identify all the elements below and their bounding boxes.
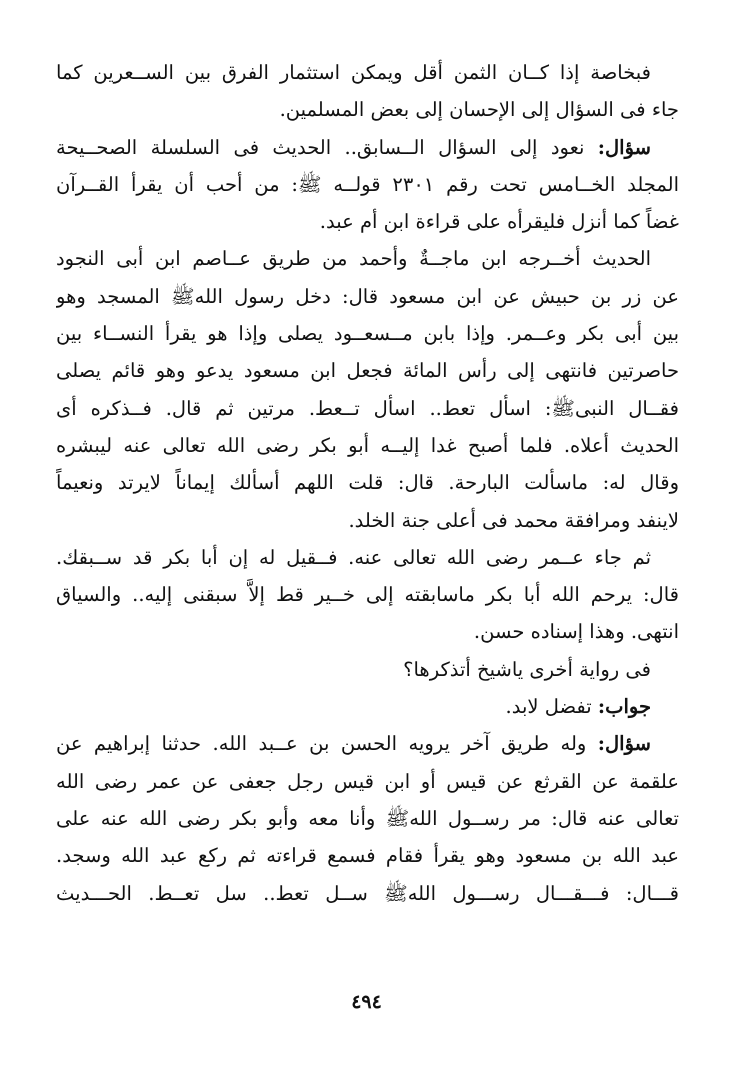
line-text: عن زر بن حبيش عن ابن مسعود قال: دخل رسول اللهﷺ المسجد وهو bbox=[56, 284, 679, 308]
line-text: لاينفد ومرافقة محمد فى أعلى جنة الخلد. bbox=[348, 508, 679, 532]
line-text: تفضل لابد. bbox=[505, 695, 598, 719]
line-text: بين أبى بكر وعــمر. وإذا بابن مــسعــود يصلى وإذا هو يقرأ النســاء بين bbox=[56, 322, 679, 346]
text-line bbox=[56, 502, 679, 539]
line-text: الحديث أعلاه. فلما أصبح غدا إليــه أبو بكر رضى الله تعالى عنه ليبشره bbox=[56, 433, 679, 457]
text-line bbox=[56, 688, 679, 725]
line-text: الحديث أخــرجه ابن ماجــةٌ وأحمد من طريق عــاصم ابن أبى النجود bbox=[56, 247, 651, 271]
text-line bbox=[56, 352, 679, 389]
page-number: ٤٩٤ bbox=[351, 991, 382, 1013]
text-line bbox=[56, 464, 679, 501]
line-text: غضاً كما أنزل فليقرأه على قراءة ابن أم عبد. bbox=[319, 210, 679, 234]
text-line bbox=[56, 576, 679, 613]
text-line bbox=[56, 129, 679, 166]
line-text: وله طريق آخر يرويه الحسن بن عــبد الله. حدثنا إبراهيم عن bbox=[56, 732, 598, 756]
line-text: حاصرتين فانتهى إلى رأس المائة فجعل ابن مسعود يدعو وهو قائم يصلى bbox=[56, 359, 679, 383]
text-line bbox=[56, 315, 679, 352]
text-line bbox=[56, 613, 679, 650]
text-line bbox=[56, 166, 679, 203]
line-text: ثم جاء عــمر رضى الله تعالى عنه. فــقيل له إن أبا بكر قد ســبقك. bbox=[56, 545, 651, 569]
text-line bbox=[56, 54, 679, 91]
text-line bbox=[56, 203, 679, 240]
text-line bbox=[56, 539, 679, 576]
line-text: عبد الله بن مسعود وهو يقرأ فقام فسمع قراءته ثم ركع عبد الله وسجد. bbox=[56, 844, 679, 868]
text-line bbox=[56, 800, 679, 837]
page-body bbox=[56, 54, 679, 994]
line-text: فى رواية أخرى ياشيخ أتذكرها؟ bbox=[403, 657, 651, 681]
text-line bbox=[56, 763, 679, 800]
line-text: وقال له: ماسألت البارحة. قال: قلت اللهم أسألك إيماناً لايرتد ونعيماً bbox=[56, 471, 679, 495]
text-line bbox=[56, 427, 679, 464]
line-text: المجلد الخــامس تحت رقم ٢٣٠١ قولــه ﷺ: من أحب أن يقرأ القــرآن bbox=[56, 172, 679, 196]
text-line bbox=[56, 91, 679, 128]
text-line bbox=[56, 875, 679, 912]
text-line bbox=[56, 725, 679, 762]
text-line bbox=[56, 651, 679, 688]
line-text: فبخاصة إذا كــان الثمن أقل ويمكن استثمار الفرق بين الســعرين كما bbox=[56, 61, 651, 84]
line-text: فقــال النبىﷺ: اسأل تعط.. اسأل تــعط. مرتين ثم قال. فــذكره أى bbox=[56, 396, 679, 420]
line-text: انتهى. وهذا إسناده حسن. bbox=[473, 620, 679, 644]
line-text: قال: يرحم الله أبا بكر ماسابقته إلى خــير قط إلاَّ سبقنى إليه.. والسياق bbox=[56, 583, 679, 607]
line-text: قـــال: فـــقـــال رســـول اللهﷺ ســل تعط.. سل تعــط. الحـــديث bbox=[56, 881, 679, 905]
text-line bbox=[56, 837, 679, 874]
text-line bbox=[56, 390, 679, 427]
line-text: جاء فى السؤال إلى الإحسان إلى بعض المسلمين. bbox=[279, 98, 679, 122]
line-text: نعود إلى السؤال الــسابق.. الحديث فى السلسلة الصحــيحة bbox=[56, 135, 598, 159]
question-label: سؤال: bbox=[597, 135, 651, 159]
line-text: تعالى عنه قال: مر رســول اللهﷺ وأنا معه وأبو بكر رضى الله عنه على bbox=[56, 806, 679, 830]
text-line bbox=[56, 240, 679, 277]
question-label: سؤال: bbox=[597, 732, 651, 756]
text-line bbox=[56, 278, 679, 315]
answer-label: جواب: bbox=[597, 695, 651, 719]
line-text: علقمة عن القرثع عن قيس أو ابن قيس رجل جعفى عن عمر رضى الله bbox=[56, 769, 679, 793]
